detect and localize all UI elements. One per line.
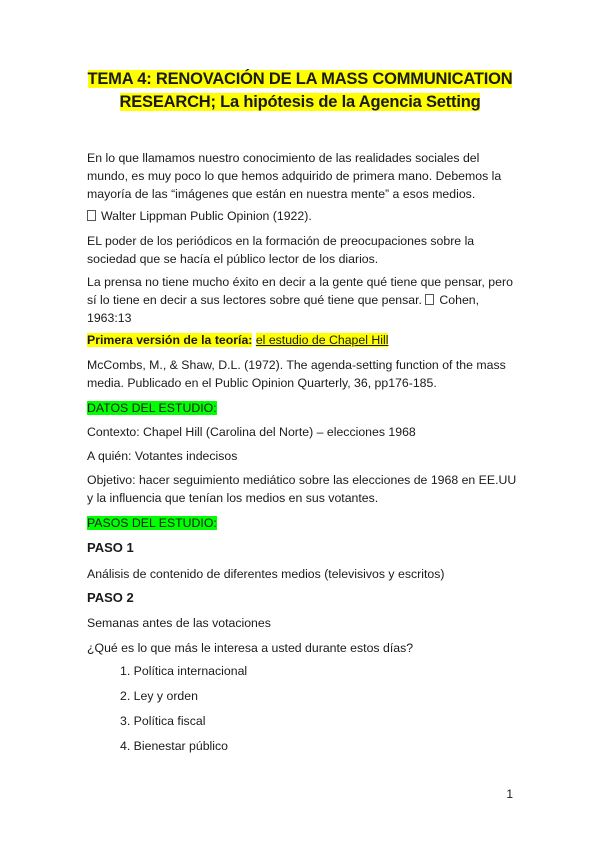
objetivo-paragraph: Objetivo: hacer seguimiento mediático sobre las elecciones de 1968 en EE.UU y la influencia que tenían los medios en sus votantes. (87, 473, 517, 505)
lippman-text: Walter Lippman Public Opinion (1922). (101, 209, 312, 223)
prensa-paragraph (87, 273, 517, 327)
intro-paragraph: En lo que llamamos nuestro conocimiento de las realidades sociales del mundo, es muy poco lo que hemos adquirido de primera mano. Debemos la mayoría de las “imágenes que están en nuestra mente” a esos medios. (87, 151, 502, 201)
datos-heading (87, 399, 517, 417)
page-number: 1 (506, 787, 513, 801)
paso-1-heading: PASO 1 (87, 540, 134, 555)
title-line-1: TEMA 4: RENOVACIÓN DE LA MASS COMMUNICATION (87, 70, 513, 88)
pasos-heading-text: PASOS DEL ESTUDIO: (87, 516, 217, 530)
primera-version-label: Primera versión de la teoría: (87, 333, 253, 347)
list-item: 2. Ley y orden (120, 689, 198, 703)
datos-heading-text: DATOS DEL ESTUDIO: (87, 401, 217, 415)
poder-paragraph: EL poder de los periódicos en la formación de preocupaciones sobre la sociedad que se hacía el público lector de los diarios. (87, 234, 475, 266)
list-item: 4. Bienestar público (120, 739, 229, 753)
paso-2-text-1: Semanas antes de las votaciones (87, 616, 271, 630)
lippman-citation (87, 207, 517, 225)
reference-paragraph: McCombs, M., & Shaw, D.L. (1972). The agenda-setting function of the mass media. Publicado en el Public Opinion Quarterly, 36, pp176-185. (87, 358, 506, 390)
pasos-heading (87, 514, 517, 532)
paso-1-text: Análisis de contenido de diferentes medios (televisivos y escritos) (87, 567, 445, 581)
arrow-symbol-icon (87, 210, 96, 221)
paso-2-question: ¿Qué es lo que más le interesa a usted durante estos días? (87, 641, 414, 655)
list-item: 1. Política internacional (120, 664, 248, 678)
primera-version-line (87, 331, 517, 349)
list-item: 3. Política fiscal (120, 714, 206, 728)
title-line-2: RESEARCH; La hipótesis de la Agencia Setting (119, 93, 481, 111)
arrow-symbol-icon (425, 294, 434, 305)
prensa-text: La prensa no tiene mucho éxito en decir a la gente qué tiene que pensar, pero sí lo tiene en decir a sus lectores sobre qué tiene que pensar. (87, 275, 513, 307)
contexto-line: Contexto: Chapel Hill (Carolina del Norte) – elecciones 1968 (87, 425, 416, 439)
chapel-hill-link[interactable]: el estudio de Chapel Hill (255, 333, 389, 347)
quien-line: A quién: Votantes indecisos (87, 449, 238, 463)
cohen-citation: Cohen, 1963:13 (87, 293, 480, 325)
document-title (60, 68, 540, 114)
paso-2-heading: PASO 2 (87, 590, 134, 605)
